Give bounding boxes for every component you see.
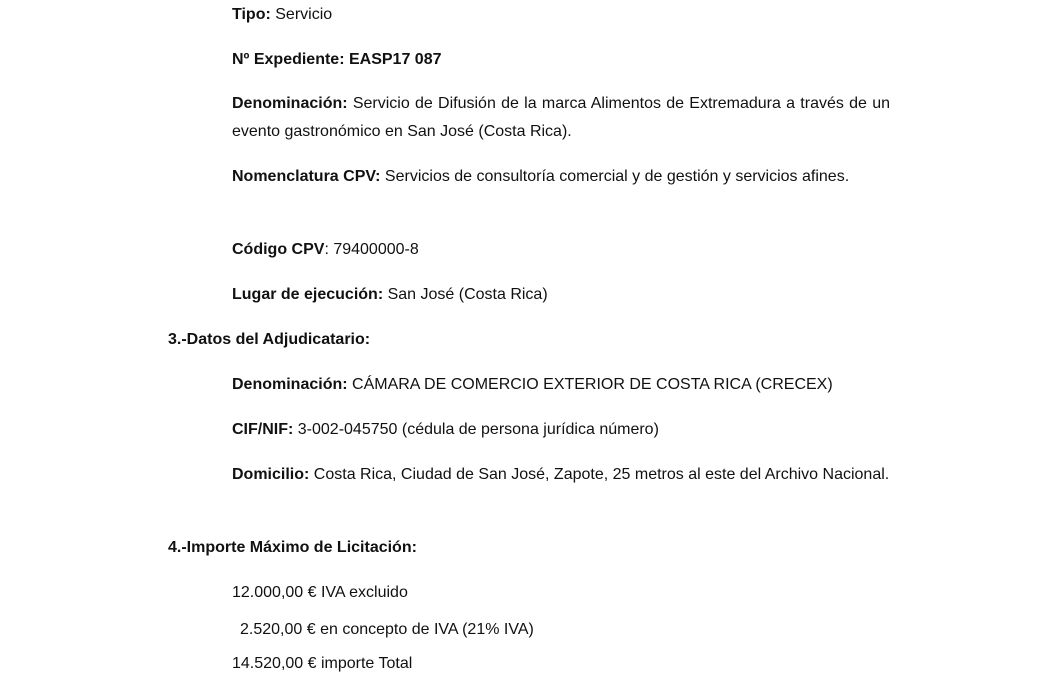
lugar-line: [232, 285, 548, 305]
domicilio-label: Domicilio:: [232, 466, 310, 483]
nomenclatura-label: Nomenclatura CPV:: [232, 168, 381, 185]
importe-line-sin-iva: 12.000,00 € IVA excluido: [232, 584, 408, 601]
domicilio-value: Costa Rica, Ciudad de San José, Zapote, 25 metros al este del Archivo Nacional.: [309, 466, 890, 483]
cif-value: 3-002-045750 (cédula de persona jurídica número): [293, 421, 659, 438]
importe-line-total: 14.520,00 € importe Total: [232, 655, 413, 672]
tipo-line: [232, 5, 332, 25]
cif-label: CIF/NIF:: [232, 421, 294, 438]
nomenclatura-value: Servicios de consultoría comercial y de gestión y servicios afines.: [380, 168, 850, 185]
adjudicatario-denominacion-label: Denominación:: [232, 376, 348, 393]
importe-heading: 4.-Importe Máximo de Licitación:: [168, 539, 417, 556]
denominacion-paragraph: [232, 90, 890, 146]
adjudicatario-denominacion-line: [232, 375, 833, 395]
tipo-label: Tipo:: [232, 6, 271, 23]
domicilio-paragraph: [232, 461, 890, 489]
adjudicatario-denominacion-value: CÁMARA DE COMERCIO EXTERIOR DE COSTA RICA (CRECEX): [347, 376, 833, 393]
codigo-cpv-value: : 79400000-8: [324, 241, 419, 258]
adjudicatario-heading: 3.-Datos del Adjudicatario:: [168, 331, 371, 348]
cif-line: [232, 420, 659, 440]
nomenclatura-paragraph: [232, 163, 890, 191]
denominacion-value: Servicio de Difusión de la marca Alimentos de Extremadura a través de un evento gastronómico en San José (Costa Rica).: [232, 95, 890, 140]
importe-line-iva: 2.520,00 € en concepto de IVA (21% IVA): [240, 621, 534, 638]
lugar-label: Lugar de ejecución:: [232, 286, 384, 303]
codigo-cpv-line: [232, 240, 419, 260]
codigo-cpv-label: Código CPV: [232, 241, 325, 258]
expediente-label: Nº Expediente: EASP17 087: [232, 51, 442, 68]
denominacion-label: Denominación:: [232, 95, 348, 112]
tipo-value: Servicio: [270, 6, 333, 23]
lugar-value: San José (Costa Rica): [383, 286, 548, 303]
expediente-line: [232, 50, 441, 70]
